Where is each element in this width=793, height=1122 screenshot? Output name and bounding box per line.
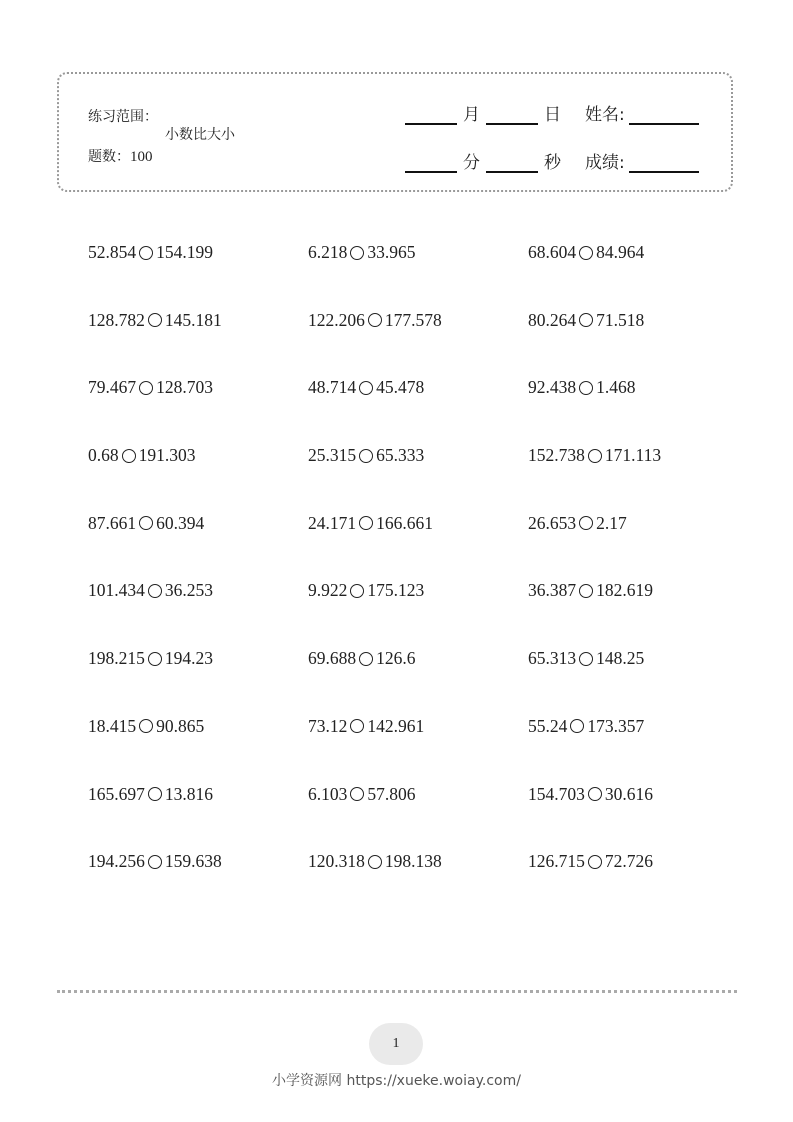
right-number: 154.199 bbox=[156, 242, 213, 262]
day-blank[interactable] bbox=[486, 122, 538, 125]
left-number: 6.103 bbox=[308, 783, 348, 804]
problem-item bbox=[308, 242, 528, 263]
header-box bbox=[57, 72, 733, 192]
right-number: 13.816 bbox=[164, 783, 213, 804]
answer-circle[interactable] bbox=[350, 719, 364, 733]
right-number: 194.23 bbox=[164, 648, 213, 669]
count-value: 100 bbox=[130, 149, 153, 165]
problem-item bbox=[88, 310, 308, 331]
answer-circle[interactable] bbox=[139, 381, 153, 395]
problem-item bbox=[308, 784, 528, 805]
right-number: 145.181 bbox=[164, 309, 222, 330]
left-number: 24.171 bbox=[308, 512, 357, 533]
right-number: 191.303 bbox=[138, 445, 196, 466]
left-number: 0.68 bbox=[88, 445, 119, 466]
right-number: 84.964 bbox=[596, 242, 645, 262]
second-blank[interactable] bbox=[486, 170, 538, 173]
problem-row bbox=[88, 242, 748, 310]
right-number: 177.578 bbox=[384, 309, 442, 330]
second-label: 秒 bbox=[544, 153, 561, 173]
answer-circle[interactable] bbox=[139, 719, 153, 733]
left-number: 18.415 bbox=[88, 715, 137, 736]
answer-circle[interactable] bbox=[570, 719, 584, 733]
left-number: 152.738 bbox=[528, 445, 585, 466]
left-number: 120.318 bbox=[308, 851, 365, 872]
problem-item bbox=[308, 513, 528, 534]
left-number: 36.387 bbox=[528, 580, 577, 601]
right-number: 36.253 bbox=[164, 580, 213, 601]
left-number: 9.922 bbox=[308, 580, 348, 601]
score-label: 成绩: bbox=[585, 153, 625, 173]
problem-row bbox=[88, 851, 748, 919]
problem-item bbox=[88, 716, 308, 737]
problem-row bbox=[88, 648, 748, 716]
month-label: 月 bbox=[463, 105, 480, 125]
answer-circle[interactable] bbox=[148, 652, 162, 666]
problem-item bbox=[308, 851, 528, 872]
problem-item bbox=[528, 377, 748, 398]
page-number-text: 1 bbox=[392, 1036, 400, 1051]
left-number: 87.661 bbox=[88, 512, 137, 533]
left-number: 25.315 bbox=[308, 445, 357, 466]
problem-row bbox=[88, 513, 748, 581]
problem-item bbox=[88, 580, 308, 601]
problem-item bbox=[308, 648, 528, 669]
left-number: 6.218 bbox=[308, 242, 348, 262]
answer-circle[interactable] bbox=[148, 313, 162, 327]
problem-item bbox=[88, 648, 308, 669]
left-number: 55.24 bbox=[528, 715, 568, 736]
right-number: 57.806 bbox=[367, 783, 416, 804]
answer-circle[interactable] bbox=[359, 449, 373, 463]
problem-item bbox=[308, 445, 528, 466]
right-number: 30.616 bbox=[604, 783, 653, 804]
problem-item bbox=[528, 242, 748, 263]
problem-item bbox=[528, 310, 748, 331]
left-number: 122.206 bbox=[308, 309, 365, 330]
answer-circle[interactable] bbox=[350, 787, 364, 801]
answer-circle[interactable] bbox=[359, 381, 373, 395]
date-field bbox=[405, 100, 699, 125]
page-number bbox=[369, 1023, 423, 1065]
answer-circle[interactable] bbox=[359, 652, 373, 666]
answer-circle[interactable] bbox=[579, 584, 593, 598]
right-number: 2.17 bbox=[596, 512, 627, 533]
right-number: 142.961 bbox=[367, 715, 425, 736]
count-label: 题数： bbox=[88, 149, 130, 165]
problem-row bbox=[88, 445, 748, 513]
right-number: 33.965 bbox=[367, 242, 416, 262]
answer-circle[interactable] bbox=[588, 855, 602, 869]
left-number: 69.688 bbox=[308, 648, 357, 669]
right-number: 90.865 bbox=[156, 715, 205, 736]
problem-item bbox=[308, 377, 528, 398]
answer-circle[interactable] bbox=[579, 516, 593, 530]
problem-item bbox=[528, 648, 748, 669]
problem-item bbox=[88, 784, 308, 805]
left-number: 73.12 bbox=[308, 715, 348, 736]
score-blank[interactable] bbox=[629, 170, 699, 173]
answer-circle[interactable] bbox=[148, 584, 162, 598]
footer-text: 小学资源网 https://xueke.woiay.com/ bbox=[272, 1073, 521, 1089]
problem-row bbox=[88, 310, 748, 378]
left-number: 92.438 bbox=[528, 377, 577, 398]
left-number: 101.434 bbox=[88, 580, 145, 601]
problem-item bbox=[308, 310, 528, 331]
left-number: 126.715 bbox=[528, 851, 585, 872]
left-number: 128.782 bbox=[88, 309, 145, 330]
right-number: 72.726 bbox=[604, 851, 653, 872]
left-number: 194.256 bbox=[88, 851, 145, 872]
answer-circle[interactable] bbox=[579, 652, 593, 666]
answer-circle[interactable] bbox=[579, 246, 593, 260]
answer-circle[interactable] bbox=[359, 516, 373, 530]
left-number: 52.854 bbox=[88, 242, 137, 262]
problem-row bbox=[88, 580, 748, 648]
answer-circle[interactable] bbox=[139, 246, 153, 260]
day-label: 日 bbox=[544, 105, 561, 125]
name-blank[interactable] bbox=[629, 122, 699, 125]
problem-item bbox=[528, 851, 748, 872]
problem-item bbox=[88, 513, 308, 534]
count-label-group bbox=[88, 146, 153, 166]
problem-grid bbox=[88, 242, 748, 919]
problem-row bbox=[88, 784, 748, 852]
left-number: 68.604 bbox=[528, 242, 577, 262]
right-number: 126.6 bbox=[376, 648, 416, 669]
right-number: 182.619 bbox=[596, 580, 653, 601]
right-number: 60.394 bbox=[156, 512, 205, 533]
problem-item bbox=[528, 580, 748, 601]
name-label: 姓名: bbox=[585, 105, 625, 125]
left-number: 165.697 bbox=[88, 783, 145, 804]
problem-item bbox=[308, 580, 528, 601]
minute-label: 分 bbox=[463, 153, 480, 173]
left-number: 80.264 bbox=[528, 309, 577, 330]
answer-circle[interactable] bbox=[368, 855, 382, 869]
problem-item bbox=[528, 716, 748, 737]
answer-circle[interactable] bbox=[588, 449, 602, 463]
answer-circle[interactable] bbox=[148, 787, 162, 801]
problem-item bbox=[88, 445, 308, 466]
problem-item bbox=[88, 851, 308, 872]
problem-item bbox=[88, 377, 308, 398]
right-number: 159.638 bbox=[164, 851, 222, 872]
problem-item bbox=[528, 784, 748, 805]
right-number: 128.703 bbox=[156, 377, 213, 398]
problem-row bbox=[88, 716, 748, 784]
left-number: 154.703 bbox=[528, 783, 585, 804]
right-number: 166.661 bbox=[376, 512, 433, 533]
answer-circle[interactable] bbox=[139, 516, 153, 530]
divider bbox=[57, 990, 737, 993]
left-number: 198.215 bbox=[88, 648, 145, 669]
problem-item bbox=[528, 445, 748, 466]
right-number: 65.333 bbox=[376, 445, 425, 466]
range-value: 小数比大小 bbox=[165, 127, 235, 143]
right-number: 173.357 bbox=[587, 715, 645, 736]
right-number: 171.113 bbox=[604, 445, 662, 466]
right-number: 45.478 bbox=[376, 377, 425, 398]
answer-circle[interactable] bbox=[148, 855, 162, 869]
answer-circle[interactable] bbox=[350, 584, 364, 598]
problem-item bbox=[528, 513, 748, 534]
right-number: 148.25 bbox=[596, 648, 645, 669]
answer-circle[interactable] bbox=[350, 246, 364, 260]
right-number: 71.518 bbox=[596, 309, 645, 330]
left-number: 26.653 bbox=[528, 512, 577, 533]
problem-row bbox=[88, 377, 748, 445]
right-number: 198.138 bbox=[384, 851, 442, 872]
answer-circle[interactable] bbox=[579, 313, 593, 327]
left-number: 65.313 bbox=[528, 648, 577, 669]
range-label: 练习范围： bbox=[88, 109, 158, 125]
problem-item bbox=[308, 716, 528, 737]
answer-circle[interactable] bbox=[588, 787, 602, 801]
minute-blank[interactable] bbox=[405, 170, 457, 173]
left-number: 79.467 bbox=[88, 377, 137, 398]
month-blank[interactable] bbox=[405, 122, 457, 125]
problem-item bbox=[88, 242, 308, 263]
right-number: 175.123 bbox=[367, 580, 425, 601]
left-number: 48.714 bbox=[308, 377, 357, 398]
answer-circle[interactable] bbox=[579, 381, 593, 395]
answer-circle[interactable] bbox=[122, 449, 136, 463]
right-number: 1.468 bbox=[596, 377, 636, 398]
time-field bbox=[405, 148, 699, 173]
answer-circle[interactable] bbox=[368, 313, 382, 327]
